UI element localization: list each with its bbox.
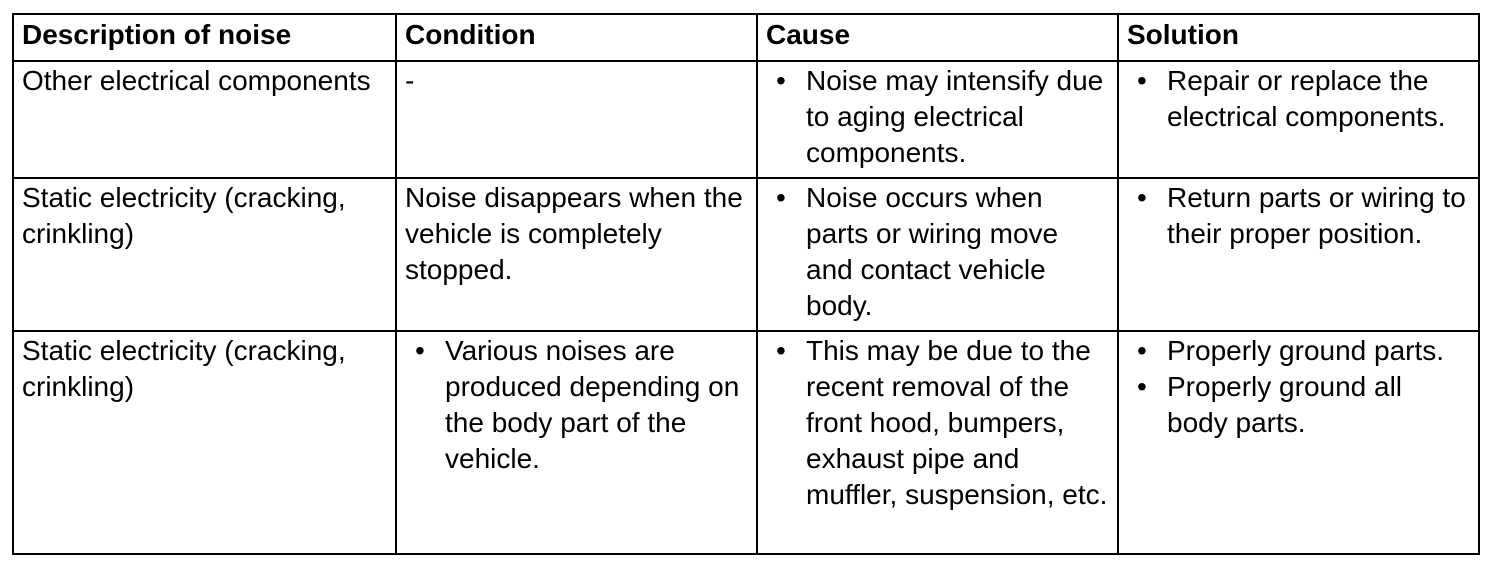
cell-solution	[1118, 331, 1479, 554]
cell-cause	[757, 331, 1118, 554]
header-condition: Condition	[396, 14, 757, 61]
condition-item: • Various noises are produced depending on the body part of the vehicle.	[405, 333, 748, 477]
solution-item: • Properly ground parts.	[1127, 333, 1470, 369]
table-row	[13, 178, 1479, 331]
cause-list	[766, 63, 1109, 171]
solution-item: • Return parts or wiring to their proper position.	[1127, 180, 1470, 252]
cell-solution	[1118, 61, 1479, 178]
cell-condition	[396, 331, 757, 554]
solution-list	[1127, 333, 1470, 441]
cause-list	[766, 333, 1109, 513]
header-description: Description of noise	[13, 14, 396, 61]
cause-item: • Noise may intensify due to aging electrical components.	[766, 63, 1109, 171]
header-cause: Cause	[757, 14, 1118, 61]
cause-item: • This may be due to the recent removal of the front hood, bumpers, exhaust pipe and muffler, suspension, etc.	[766, 333, 1109, 513]
solution-list	[1127, 63, 1470, 135]
cell-description: Other electrical components	[13, 61, 396, 178]
solution-item: • Repair or replace the electrical components.	[1127, 63, 1470, 135]
solution-list	[1127, 180, 1470, 252]
header-solution: Solution	[1118, 14, 1479, 61]
table-row	[13, 61, 1479, 178]
solution-item: • Properly ground all body parts.	[1127, 369, 1470, 441]
cell-condition: -	[396, 61, 757, 178]
condition-list	[405, 333, 748, 477]
cause-list	[766, 180, 1109, 324]
cause-item: • Noise occurs when parts or wiring move and contact vehicle body.	[766, 180, 1109, 324]
cell-condition: Noise disappears when the vehicle is completely stopped.	[396, 178, 757, 331]
cell-description: Static electricity (cracking, crinkling)	[13, 331, 396, 554]
table-header-row	[13, 14, 1479, 61]
table-row	[13, 331, 1479, 554]
noise-diagnosis-table	[12, 13, 1480, 555]
cell-cause	[757, 178, 1118, 331]
cell-solution	[1118, 178, 1479, 331]
cell-description: Static electricity (cracking, crinkling)	[13, 178, 396, 331]
cell-cause	[757, 61, 1118, 178]
